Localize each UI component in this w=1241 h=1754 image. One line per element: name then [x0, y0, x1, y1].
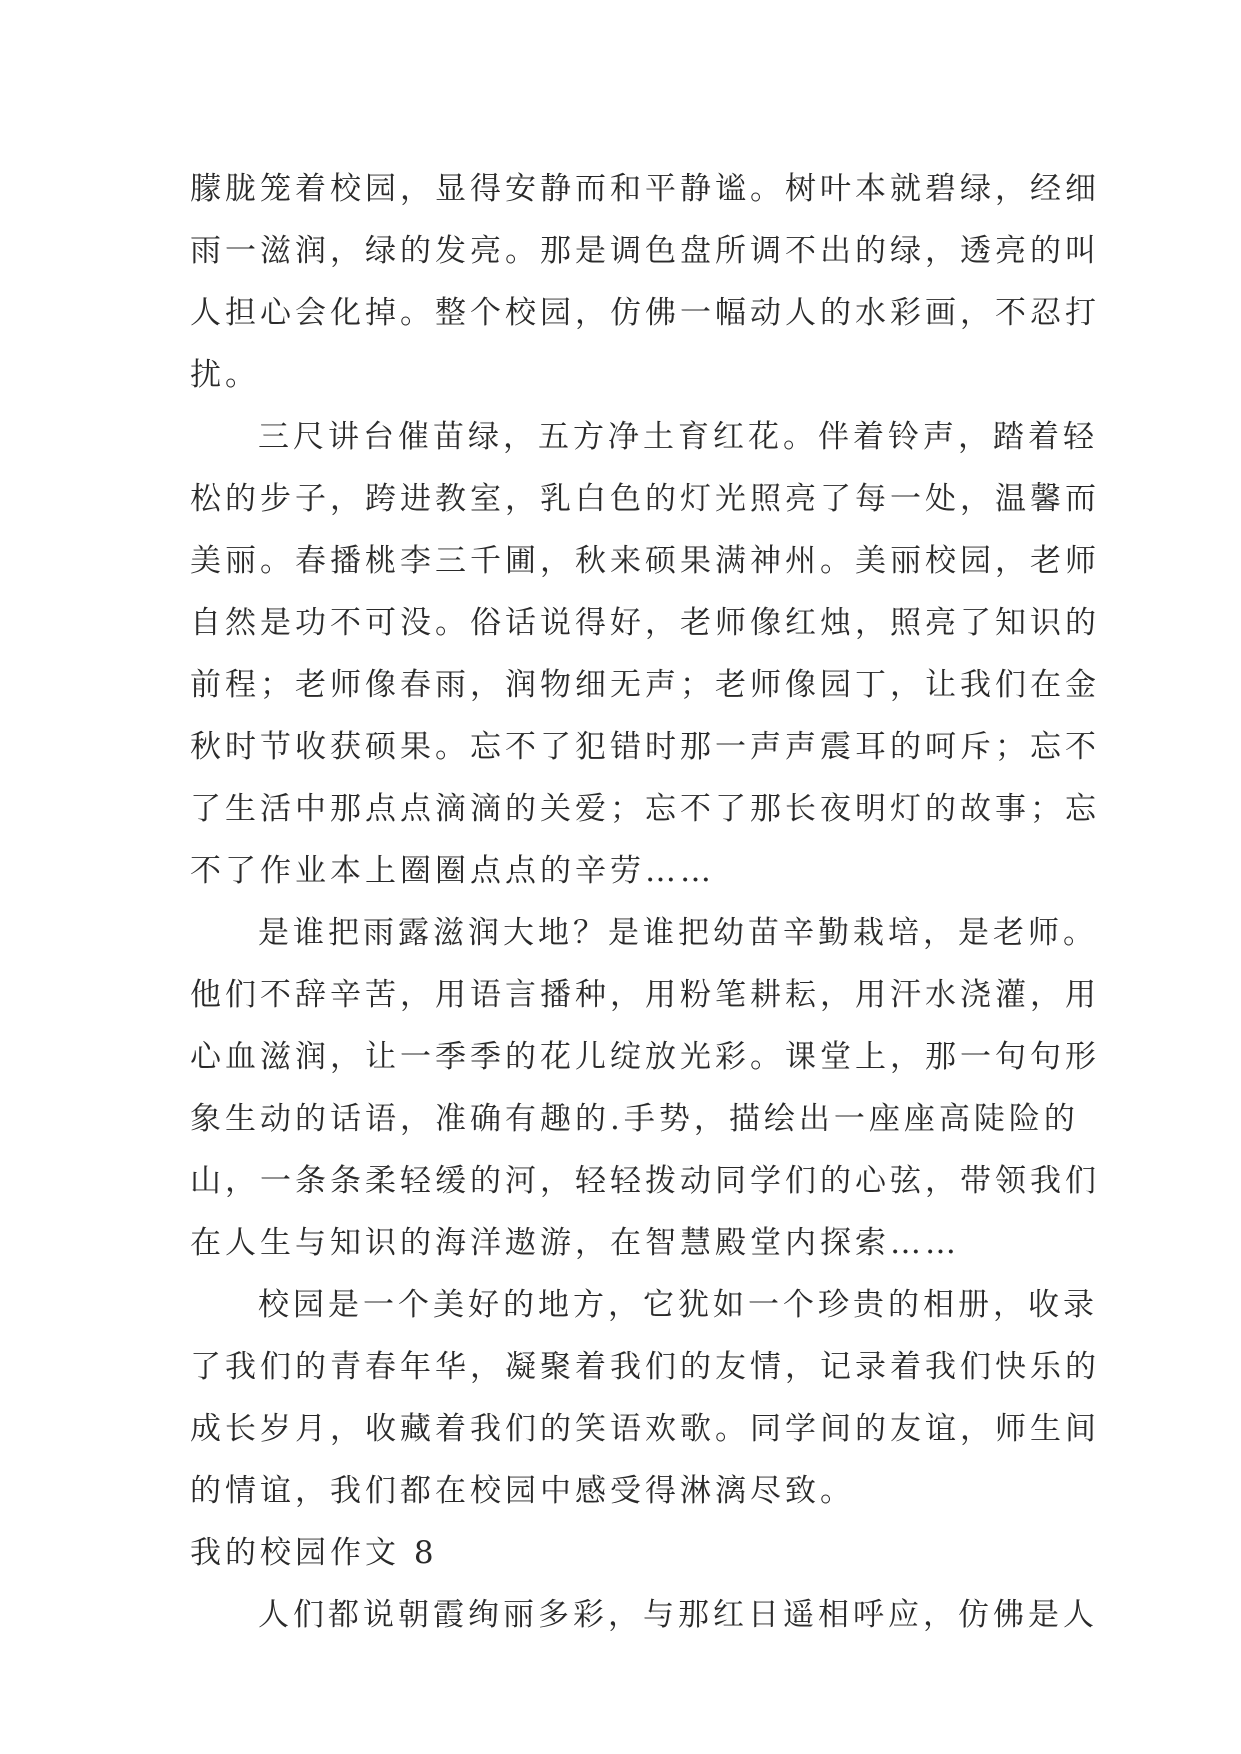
section-heading: 我的校园作文 8	[190, 1535, 438, 1571]
text-line: 美丽。春播桃李三千圃，秋来硕果满神州。美丽校园，老师	[190, 543, 1100, 579]
paragraph-4	[190, 1274, 1100, 1522]
text-line: 前程；老师像春雨，润物细无声；老师像园丁，让我们在金	[190, 667, 1100, 703]
text-line: 山，一条条柔轻缓的河，轻轻拨动同学们的心弦，带领我们	[190, 1163, 1100, 1199]
text-line: 人担心会化掉。整个校园，仿佛一幅动人的水彩画，不忍打	[190, 295, 1100, 331]
text-line: 雨一滋润，绿的发亮。那是调色盘所调不出的绿，透亮的叫	[190, 233, 1100, 269]
text-line: 三尺讲台催苗绿，五方净土育红花。伴着铃声，踏着轻	[258, 419, 1098, 455]
paragraph-1	[190, 158, 1100, 406]
text-line: 的情谊，我们都在校园中感受得淋漓尽致。	[190, 1473, 855, 1509]
text-line: 成长岁月，收藏着我们的笑语欢歌。同学间的友谊，师生间	[190, 1411, 1100, 1447]
text-line: 在人生与知识的海洋遨游，在智慧殿堂内探索……	[190, 1225, 960, 1261]
text-line: 自然是功不可没。俗话说得好，老师像红烛，照亮了知识的	[190, 605, 1100, 641]
text-line: 朦胧笼着校园，显得安静而和平静谧。树叶本就碧绿，经细	[190, 171, 1100, 207]
text-line: 是谁把雨露滋润大地？是谁把幼苗辛勤栽培，是老师。	[258, 915, 1098, 951]
text-line: 象生动的话语，准确有趣的.手势，描绘出一座座高陡险的	[190, 1101, 1079, 1137]
text-line: 校园是一个美好的地方，它犹如一个珍贵的相册，收录	[258, 1287, 1098, 1323]
text-line: 不了作业本上圈圈点点的辛劳……	[190, 853, 715, 889]
text-line: 人们都说朝霞绚丽多彩，与那红日遥相呼应，仿佛是人	[258, 1597, 1098, 1633]
text-line: 秋时节收获硕果。忘不了犯错时那一声声震耳的呵斥；忘不	[190, 729, 1100, 765]
text-line: 了生活中那点点滴滴的关爱；忘不了那长夜明灯的故事；忘	[190, 791, 1100, 827]
text-line: 松的步子，跨进教室，乳白色的灯光照亮了每一处，温馨而	[190, 481, 1100, 517]
document-body	[190, 158, 1100, 1646]
paragraph-5	[190, 1584, 1098, 1646]
text-line: 扰。	[190, 357, 260, 393]
paragraph-3	[190, 902, 1100, 1274]
text-line: 心血滋润，让一季季的花儿绽放光彩。课堂上，那一句句形	[190, 1039, 1100, 1075]
paragraph-2	[190, 406, 1100, 902]
text-line: 他们不辞辛苦，用语言播种，用粉笔耕耘，用汗水浇灌，用	[190, 977, 1100, 1013]
text-line: 了我们的青春年华，凝聚着我们的友情，记录着我们快乐的	[190, 1349, 1100, 1385]
